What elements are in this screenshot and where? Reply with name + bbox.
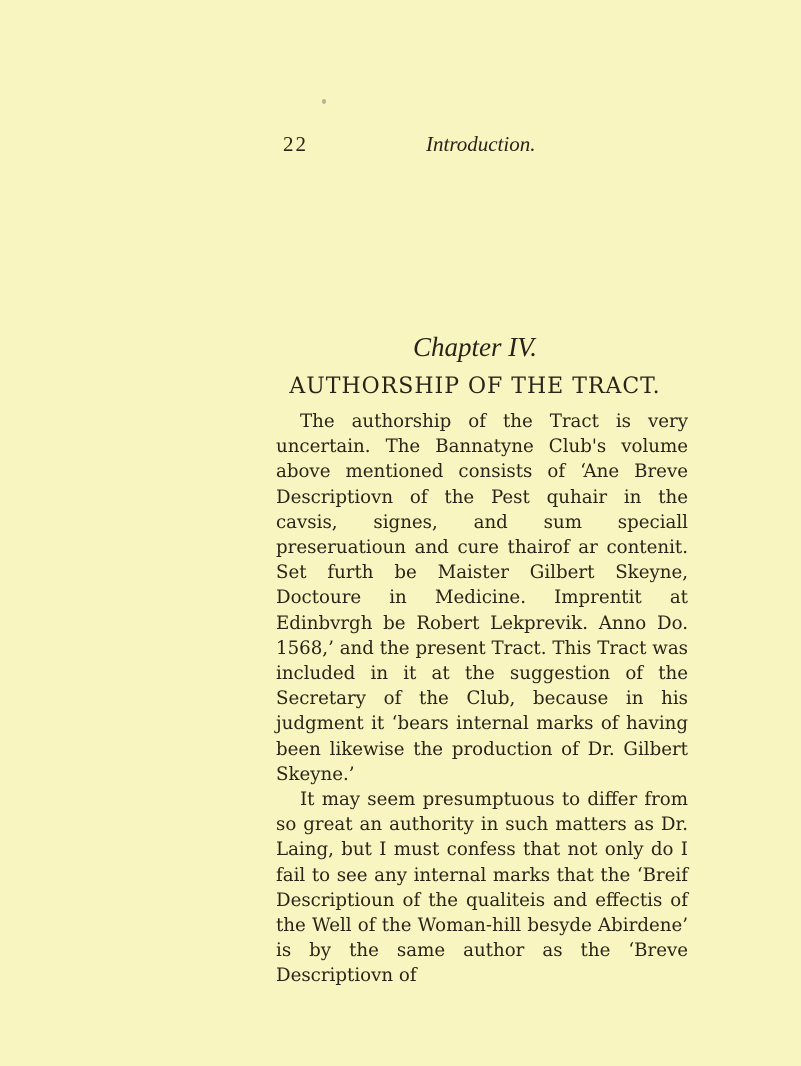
running-title: Introduction. [426,132,536,156]
body-text [276,409,688,989]
paragraph-2: It may seem presumptuous to differ from so great an authority in such matters as Dr. Laing, but I must confess that not only do I fail to see any internal marks that the ‘Breif Descriptioun of the qualiteis and effectis of the Well of the Woman-hill besyde Abirdene’ is by the same author as the ‘Breve Descriptiovn of [276,789,688,987]
running-head [0,132,801,154]
paragraph-1: The authorship of the Tract is very uncertain. The Bannatyne Club's volume above mentioned consists of ‘Ane Breve Descriptiovn of the Pest quhair in the cavsis, signes, and sum speciall preseruatioun and cure thairof ar contenit. Set furth be Maister Gilbert Skeyne, Doctoure in Medicine. Imprentit at Edinbvrgh be Robert Lekprevik. Anno Do. 1568,’ and the present Tract. This Tract was included in it at the suggestion of the Secretary of the Club, because in his judgment it ‘bears internal marks of having been likewise the production of Dr. Gilbert Skeyne.’ [276,411,688,785]
section-heading: AUTHORSHIP OF THE TRACT. [289,374,661,399]
chapter-title: Chapter IV. [412,332,537,362]
page-number: 22 [283,132,308,156]
paper-speck [322,99,326,104]
